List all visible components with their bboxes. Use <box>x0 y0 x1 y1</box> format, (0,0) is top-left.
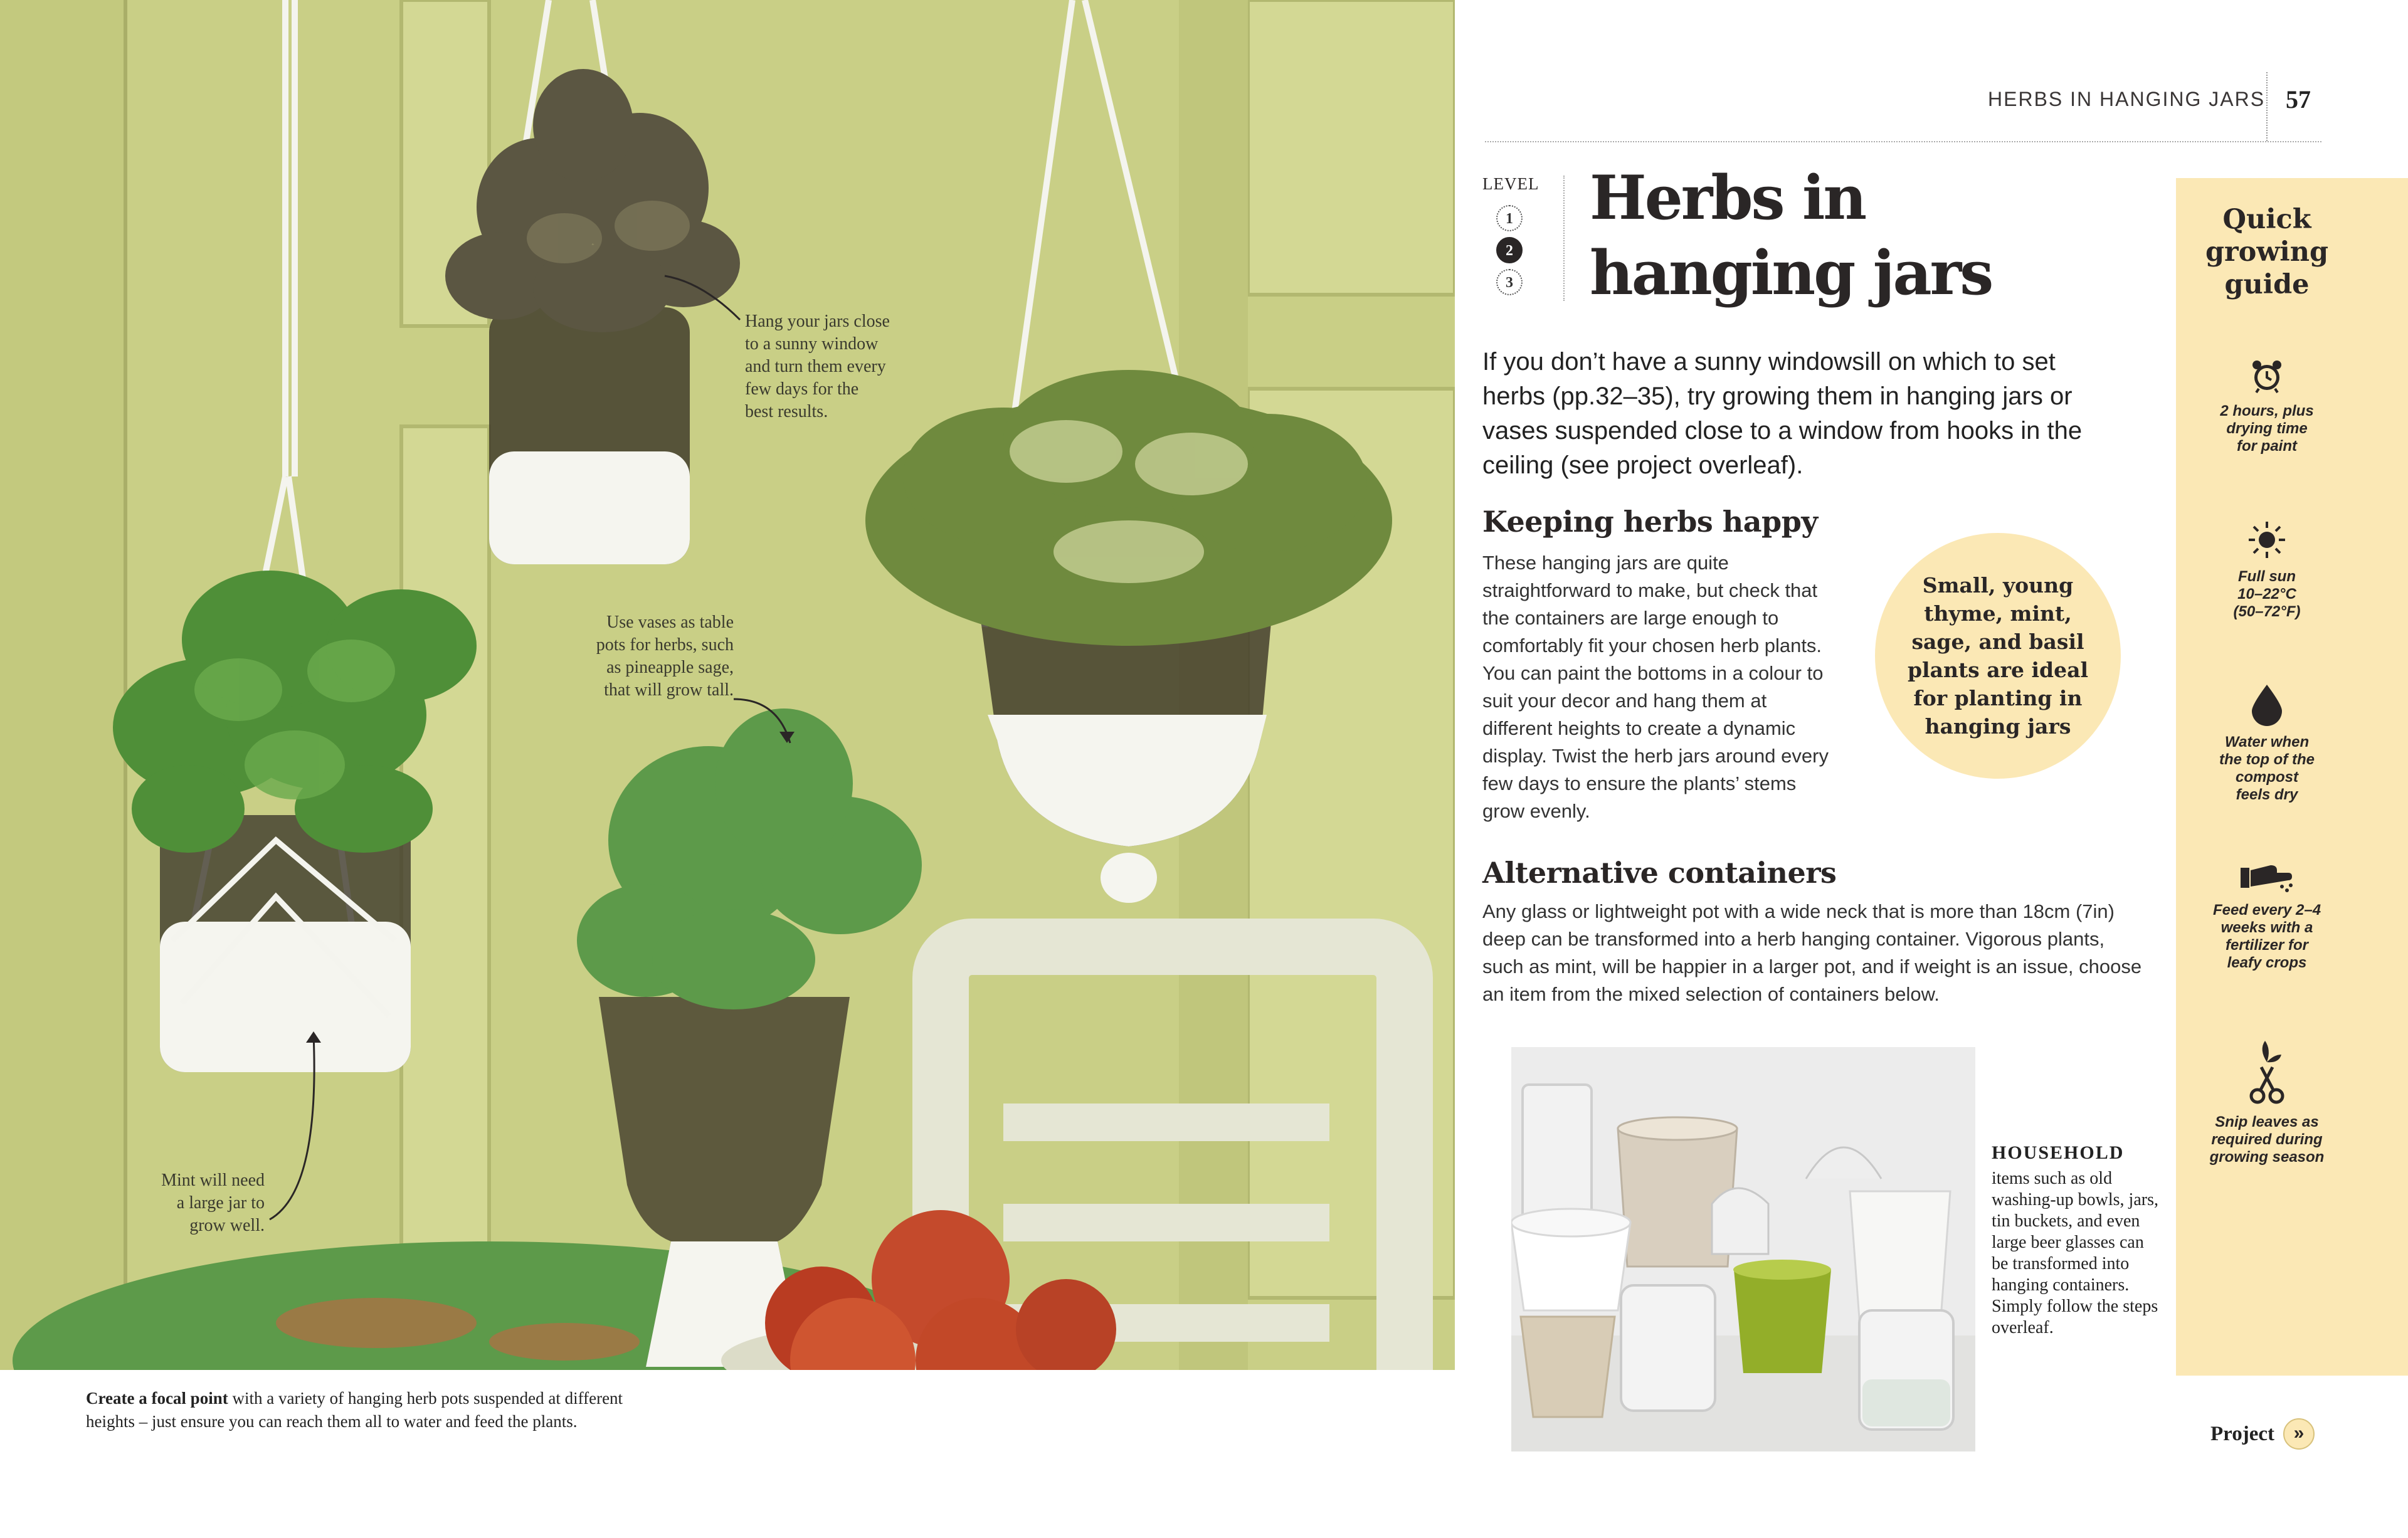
sidebar-title: Quick growing guide <box>2205 204 2329 300</box>
keeping-body: These hanging jars are quite straightforward to make, but check that the containers are large enough to comfortably fit your chosen herb plants. You can paint the bottoms in a colour to suit your decor and hang them at different heights to create a dynamic display. Twist the herb jars around every few days to ensure the plants’ stems grow evenly. <box>1482 552 1829 822</box>
guide-item-sun <box>2176 519 2358 621</box>
guide-text-time: 2 hours, plus drying time for paint <box>2220 403 2314 455</box>
double-chevron-right-icon: » <box>2283 1418 2315 1450</box>
caption-lead: Create a focal point <box>86 1389 228 1408</box>
annotation-mint: Mint will need a large jar to grow well. <box>161 1171 265 1235</box>
level-1-badge: 1 <box>1496 205 1523 231</box>
project-link[interactable] <box>2210 1418 2315 1450</box>
scissors-sprout-icon <box>2246 1037 2288 1106</box>
level-separator <box>1563 176 1565 301</box>
alternative-heading: Alternative containers <box>1482 856 1837 890</box>
tip-circle <box>1875 533 2121 779</box>
household-body: items such as old washing-up bowls, jars, tin buckets, and even large beer glasses can be transformed into hanging containers. Simply follow the steps overleaf. <box>1992 1169 2158 1337</box>
feeding-hand-icon <box>2238 859 2296 894</box>
guide-text-sun: Full sun 10–22°C (50–72°F) <box>2233 568 2301 620</box>
guide-item-feed <box>2176 859 2358 972</box>
running-head: HERBS IN HANGING JARS <box>1988 88 2266 110</box>
water-drop-icon <box>2248 682 2286 726</box>
annotation-sunny-window: Hang your jars close to a sunny window and turn them every few days for the best results. <box>745 312 890 421</box>
guide-text-water: Water when the top of the compost feels dry <box>2219 734 2315 803</box>
household-title: HOUSEHOLD <box>1992 1142 2125 1163</box>
guide-text-feed: Feed every 2–4 weeks with a fertilizer for leafy crops <box>2212 902 2321 971</box>
header-separator <box>2266 72 2269 141</box>
page-number: 57 <box>2286 85 2311 113</box>
sun-icon <box>2246 519 2288 561</box>
level-2-badge: 2 <box>1496 237 1523 263</box>
project-label: Project <box>2210 1422 2274 1445</box>
tip-text: Small, young thyme, mint, sage, and basil plants are ideal for planting in hanging jars <box>1907 573 2089 739</box>
alarm-clock-icon <box>2247 356 2286 395</box>
annotation-vases: Use vases as table pots for herbs, such as pineapple sage, that will grow tall. <box>596 613 734 700</box>
keeping-heading: Keeping herbs happy <box>1482 505 1818 539</box>
page-title: Herbs in hanging jars <box>1590 162 1992 308</box>
guide-item-time <box>2176 356 2358 455</box>
guide-text-harvest: Snip leaves as required during growing season <box>2209 1114 2325 1166</box>
containers-photo <box>1511 1047 1975 1451</box>
alternative-body: Any glass or lightweight pot with a wide neck that is more than 18cm (7in) deep can be transformed into a herb hanging container. Vigorous plants, such as mint, will be happier in a larger pot, and if weight is an issue, choose an item from the mixed selection of containers below. <box>1482 900 2142 1005</box>
photo-caption <box>86 1387 638 1433</box>
header-rule <box>1485 141 2321 142</box>
containers-illustration <box>1511 1047 1975 1451</box>
intro-text: If you don’t have a sunny windowsill on which to set herbs (pp.32–35), try growing them in hanging jars or vases suspended close to a window from hooks in the ceiling (see project overleaf). <box>1482 348 2083 479</box>
level-3-badge: 3 <box>1496 269 1523 295</box>
level-label: LEVEL <box>1482 174 1539 193</box>
quick-growing-guide <box>2176 178 2408 1376</box>
guide-item-harvest <box>2176 1037 2358 1166</box>
caption-text: with a variety of hanging herb pots suspended at different heights – just ensure you can reach them all to water and feed the plants. <box>86 1389 623 1431</box>
guide-item-water <box>2176 682 2358 804</box>
